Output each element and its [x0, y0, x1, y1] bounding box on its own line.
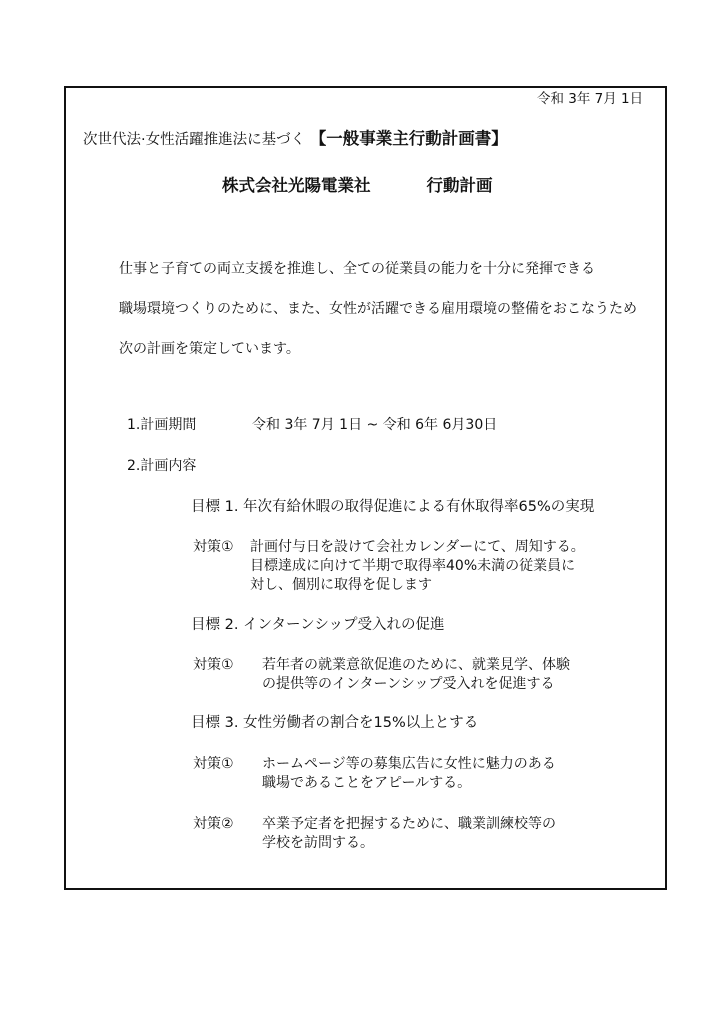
intro-line-1: 仕事と子育ての両立支援を推進し、全ての従業員の能力を十分に発揮できる: [119, 261, 595, 277]
period-label: 1.計画期間: [127, 417, 197, 433]
measure-3a-label: 対策①: [193, 756, 234, 772]
measure-1-line-1: 計画付与日を設けて会社カレンダーにて、周知する。: [250, 539, 585, 555]
measure-3b-label: 対策②: [193, 816, 234, 832]
plan-title-text: 行動計画: [426, 176, 493, 195]
document-date: 令和 3年 7月 1日: [537, 91, 644, 107]
measure-1-line-3: 対し、個別に取得を促します: [250, 577, 432, 593]
goal-2: 目標 2. インターンシップ受入れの促進: [191, 617, 445, 633]
measure-2-line-1: 若年者の就業意欲促進のために、就業見学、体験: [262, 657, 570, 673]
measure-1-label: 対策①: [193, 539, 234, 555]
period-value: 令和 3年 7月 1日 ~ 令和 6年 6月30日: [252, 417, 498, 433]
intro-line-2: 職場環境つくりのために、また、女性が活躍できる雇用環境の整備をおこなうため: [119, 301, 637, 317]
measure-3b-line-1: 卒業予定者を把握するために、職業訓練校等の: [262, 816, 556, 832]
measure-3a-line-2: 職場であることをアピールする。: [262, 775, 472, 791]
measure-2-line-2: の提供等のインターンシップ受入れを促進する: [262, 676, 555, 692]
intro-line-3: 次の計画を策定しています。: [119, 341, 300, 357]
plan-title: [222, 177, 493, 195]
content-label: 2.計画内容: [127, 458, 197, 474]
company-name: 株式会社光陽電業社: [222, 176, 371, 195]
heading-bracket-title: 【一般事業主行動計画書】: [309, 129, 508, 148]
goal-1: 目標 1. 年次有給休暇の取得促進による有休取得率65%の実現: [191, 499, 595, 515]
measure-3b-line-2: 学校を訪問する。: [262, 835, 374, 851]
measure-2-label: 対策①: [193, 657, 234, 673]
document-heading: [83, 130, 508, 149]
goal-3: 目標 3. 女性労働者の割合を15%以上とする: [191, 715, 479, 731]
measure-1-line-2: 目標達成に向けて半期で取得率40%未満の従業員に: [250, 558, 576, 574]
measure-3a-line-1: ホームページ等の募集広告に女性に魅力のある: [262, 756, 556, 772]
heading-prefix: 次世代法·女性活躍推進法に基づく: [83, 132, 306, 148]
